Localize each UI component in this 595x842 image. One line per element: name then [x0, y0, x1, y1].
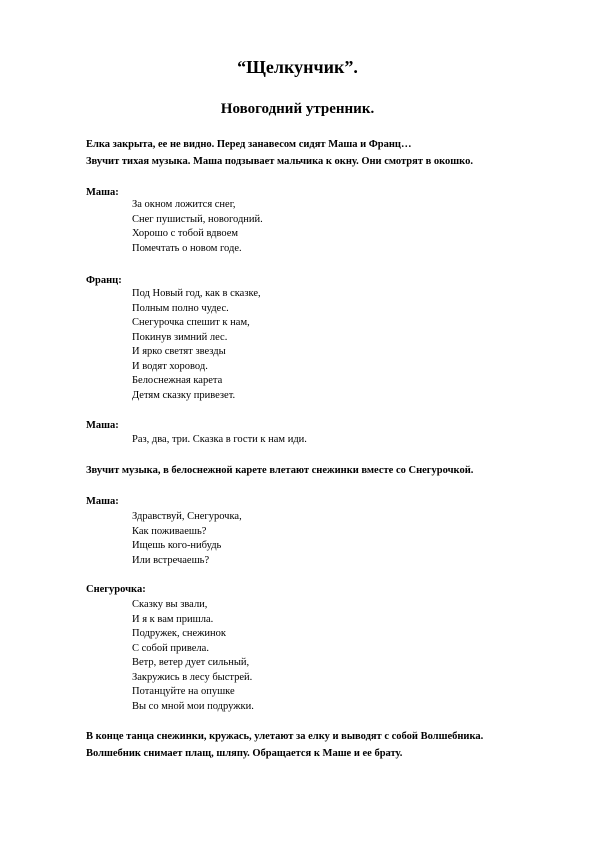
verse-line: Вы со мной мои подружки.: [132, 700, 254, 712]
verse-line: За окном ложится снег,: [132, 199, 236, 210]
verse-line: Раз, два, три. Сказка в гости к нам иди.: [132, 434, 307, 445]
verse-line: Потанцуйте на опушке: [132, 686, 235, 697]
verse-line: И я к вам пришла.: [132, 613, 214, 625]
verse-line: И ярко светят звезды: [132, 346, 226, 357]
verse-snegurochka: [132, 598, 254, 714]
verse-line: Ищешь кого-нибудь: [132, 540, 222, 551]
verse-franz: [132, 287, 261, 403]
speaker-franz: Франц:: [86, 275, 122, 286]
page-subtitle: Новогодний утренник.: [220, 101, 375, 117]
verse-line: Хорошо с тобой вдвоем: [132, 228, 239, 239]
verse-line: Полным полно чудес.: [132, 302, 229, 314]
verse-masha-2: [132, 433, 307, 448]
speaker-masha: Маша:: [86, 420, 119, 431]
stage-direction-intro-2: Звучит тихая музыка. Маша подзывает мальчика к окну. Они смотрят в окошко.: [86, 156, 473, 167]
verse-line: Белоснежная карета: [132, 375, 223, 386]
stage-direction-intro-1: Елка закрыта, ее не видно. Перед занавесом сидят Маша и Франц…: [86, 139, 412, 150]
verse-line: Под Новый год, как в сказке,: [132, 288, 261, 299]
verse-line: Подружек, снежинок: [132, 628, 227, 639]
verse-line: Помечтать о новом годе.: [132, 242, 242, 254]
stage-direction-end-2: Волшебник снимает плащ, шляпу. Обращается к Маше и ее брату.: [86, 748, 403, 759]
speaker-masha: Маша:: [86, 187, 119, 198]
verse-line: С собой привела.: [132, 642, 209, 654]
verse-line: Как поживаешь?: [132, 525, 207, 537]
stage-direction-middle: Звучит музыка, в белоснежной карете влетают снежинки вместе со Снегурочкой.: [86, 465, 474, 476]
verse-line: Здравствуй, Снегурочка,: [132, 511, 242, 522]
stage-direction-end-1: В конце танца снежинки, кружась, улетают за елку и выводят с собой Волшебника.: [86, 731, 484, 742]
speaker-masha: Маша:: [86, 496, 119, 507]
verse-line: Снег пушистый, новогодний.: [132, 213, 263, 225]
verse-line: Или встречаешь?: [132, 554, 210, 566]
speaker-snegurochka: Снегурочка:: [86, 584, 146, 595]
verse-masha-3: [132, 510, 242, 568]
verse-line: Снегурочка спешит к нам,: [132, 317, 250, 328]
verse-masha-1: [132, 198, 263, 256]
verse-line: Закружись в лесу быстрей.: [132, 671, 253, 683]
verse-line: Детям сказку привезет.: [132, 389, 236, 401]
verse-line: Покинув зимний лес.: [132, 331, 228, 343]
page-title: “Щелкунчик”.: [237, 57, 358, 77]
verse-line: Ветр, ветер дует сильный,: [132, 657, 250, 668]
verse-line: Сказку вы звали,: [132, 599, 208, 610]
verse-line: И водят хоровод.: [132, 360, 208, 372]
